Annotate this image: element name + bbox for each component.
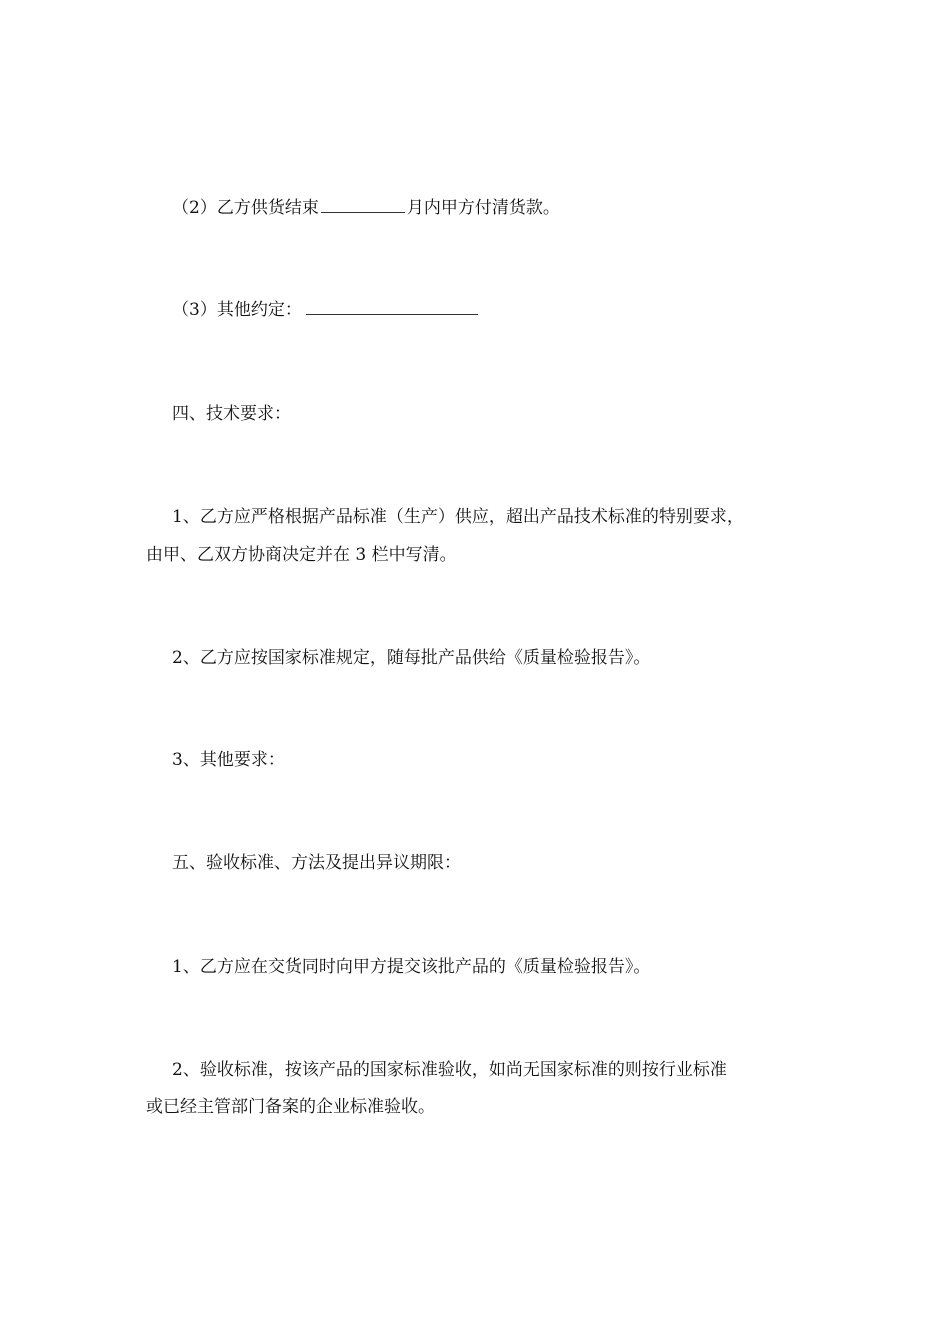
acceptance-item-2-line-1: 2、验收标准，按该产品的国家标准验收，如尚无国家标准的则按行业标准 [172, 1060, 727, 1080]
payment-clause-3 [172, 298, 478, 322]
payment-clause-2-suffix: 月内甲方付清货款。 [406, 198, 560, 218]
tech-requirement-1-line-2: 由甲、乙双方协商决定并在 3 栏中写清。 [146, 545, 457, 565]
tech-requirement-2: 2、乙方应按国家标准规定，随每批产品供给《质量检验报告》。 [172, 648, 651, 668]
other-agreement-label: （3）其他约定： [172, 300, 302, 320]
tech-requirement-3: 3、其他要求： [172, 750, 285, 770]
acceptance-item-1: 1、乙方应在交货同时向甲方提交该批产品的《质量检验报告》。 [172, 957, 651, 977]
acceptance-item-2-line-2: 或已经主管部门备案的企业标准验收。 [146, 1097, 435, 1117]
section-5-heading: 五、验收标准、方法及提出异议期限： [172, 853, 461, 873]
section-4-heading: 四、技术要求： [172, 404, 291, 424]
tech-requirement-1-line-1: 1、乙方应严格根据产品标准（生产）供应，超出产品技术标准的特别要求， [172, 507, 744, 527]
payment-clause-2 [172, 196, 560, 220]
payment-clause-2-prefix: （2）乙方供货结束 [172, 198, 319, 218]
months-blank-field[interactable] [321, 196, 405, 213]
other-agreement-blank-field[interactable] [306, 298, 478, 315]
